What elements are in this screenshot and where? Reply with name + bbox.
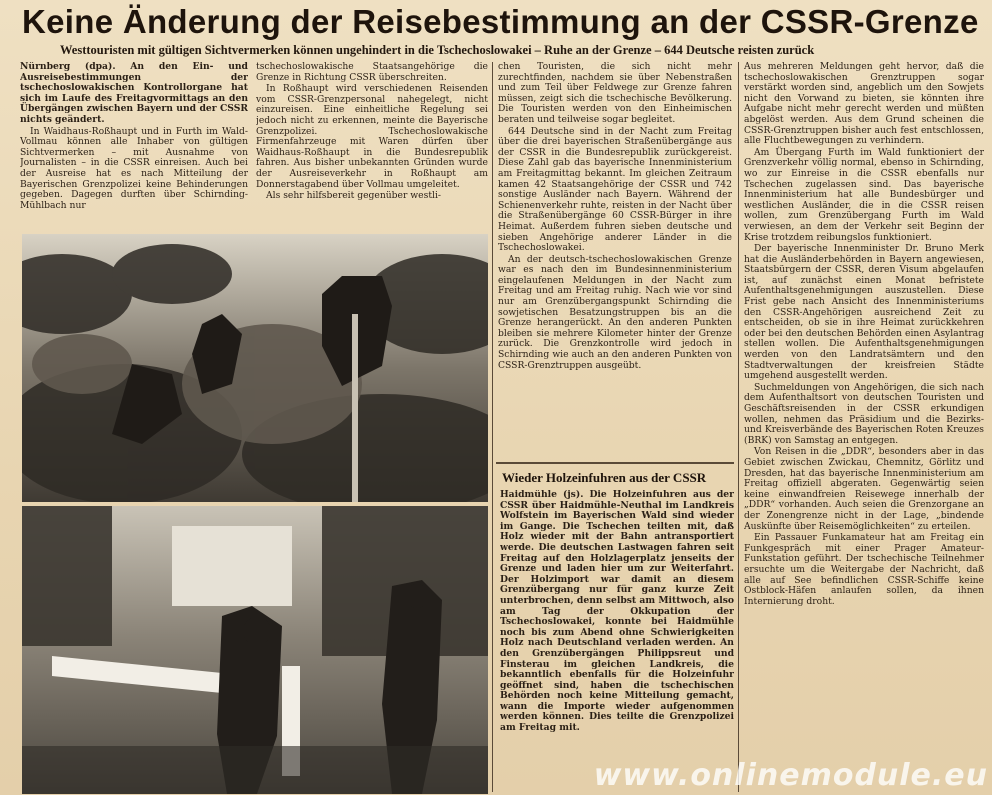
column-3-paragraph: chen Touristen, die sich nicht mehr zurechtfinden, nachdem sie über Nebenstraßen und zum Teil über Feldwege zur Grenze fahren müssen, zeigt sich die tschechische Bevölkerung. Die Touristen werden von den Einheimischen beraten und teilweise sogar begleitet. [498,62,732,125]
column-3-paragraph: An der deutsch-tschechoslowakischen Grenze war es nach den im Bundesinnenministerium eingelaufenen Meldungen in der Nacht zum Freitag und am Freitag ruhig. Nach wie vor sind nur am Grenzübergangspunkt Schirnding die sowjetischen Besatzungstruppen bis an die Grenze herangerückt. An den anderen Punkten bleiben sie mehrere Kilometer hinter der Grenze zurück. Die Grenzkontrolle wird jedoch in Schirnding wie auch an den anderen Punkten von CSSR-Grenztruppen ausgeübt. [498,253,732,371]
column-3-paragraph: 644 Deutsche sind in der Nacht zum Freitag über die drei bayerischen Straßenübergänge aus der CSSR in die Bundesrepublik zurückgereist. Diese Zahl gab das bayerische Innenministerium am Freitagmittag bekannt. Im gleichen Zeitraum kamen 42 Staatsangehörige der CSSR und 742 sonstige Ausländer nach Bayern. Während der Schienenverkehr ruhte, reisten in der Nacht über die Straßenübergänge 60 CSSR-Bürger in ihre Heimat. Außerdem fuhren sieben deutsche und sieben Angehörige anderer Länder in die Tschechoslowakei. [498,125,732,254]
photo-border-crossing-bushes [22,234,488,502]
column-4-paragraph: Der bayerische Innenminister Dr. Bruno Merk hat die Ausländerbehörden in Bayern angewiesen, Staatsbürgern der CSSR, deren Visum abgelaufen ist, auf zunächst einen Monat befristete Aufenthaltsgenehmigungen auszustellen. Diese Frist gebe nach Ansicht des Innenministeriums den CSSR-Angehörigen ausreichend Zeit zu entscheiden, ob sie in ihre Heimat zurückkehren oder bei den deutschen Behörden einen Asylantrag stellen wollen. Die Aufenthaltsgenehmigungen werden von den Landratsämtern und den Stadtverwaltungen der kreisfreien Städte umgehend ausgestellt werden. [744,243,984,382]
subheadline: Westtouristen mit gültigen Sichtvermerken können ungehindert in die Tschechoslowakei – Ruhe an der Grenze – 644 Deutsche reisten zurück [60,43,815,57]
column-4 [744,62,984,742]
column-2 [256,62,488,228]
column-1-paragraph: In Waidhaus-Roßhaupt und in Furth im Wald-Vollmau können alle Inhaber von gültigen Sichtvermerken – mit Ausnahme von Journalisten – in die CSSR einreisen. Auch bei der Ausreise hat es nach Mitteilung der Bayerischen Grenzpolizei keine Behinderungen gegeben. Dagegen durften über Schirnding-Mühlbach nur [20,125,248,211]
column-4-paragraph: Suchmeldungen von Angehörigen, die sich nach dem Aufenthaltsort von deutschen Touristen und Geschäftsreisenden in der CSSR erkundigen wollen, nehmen das Präsidium und die Bezirks- und Kreisverbände des Bayerischen Roten Kreuzes (BRK) von Samstag an entgegen. [744,381,984,446]
watermark: www.onlinemodule.eu [593,758,988,793]
box-paragraph: Haidmühle (js). Die Holzeinfuhren aus der CSSR über Haidmühle-Neuthal im Landkreis Wolfstein im Bayerischen Wald sind wieder im Gange. Die Tschechen teilten mit, daß Holz wieder mit der Bahn antransportiert werde. Die deutschen Lastwagen fahren seit Freitag auf den Holzlagerplatz jenseits der Grenze und laden hier um zur Weiterfahrt. Der Holzimport war damit an diesem Grenzübergang nur für ganz kurze Zeit unterbrochen, denn selbst am Mittwoch, also am Tag der Okkupation der Tschechoslowakei, konnte bei Haidmühle noch bis zum Abend ohne Schwierigkeiten Holz nach Deutschland verladen werden. An den Grenzübergängen Philippsreut und Finsterau im gleichen Landkreis, die bekanntlich ebenfalls für die Holzeinfuhr geöffnet sind, haben die tschechischen Behörden noch keine Mitteilung gemacht, wann die Importe wieder aufgenommen werden können. Dies teilte die Grenzpolizei am Freitag mit. [500,490,734,734]
box-top-rule [496,462,734,464]
column-divider [492,62,493,792]
column-divider [738,62,739,792]
dateline-paragraph: Nürnberg (dpa). An den Ein- und Ausreisebestimmungen der tschechoslowakischen Kontrollorgane hat sich im Laufe des Freitagvormittags an den Übergängen zwischen Bayern und der CSSR nichts geändert. [20,62,248,125]
column-2-paragraph: In Roßhaupt wird verschiedenen Reisenden vom CSSR-Grenzpersonal nahegelegt, nicht einzureisen. Eine einheitliche Regelung sei jedoch nicht zu erkennen, meinte die Bayerische Grenzpolizei. Tschechoslowakische Firmenfahrzeuge mit Waren dürfen über Waidhaus-Roßhaupt in die Bundesrepublik fahren. Aus bisher unbekannten Gründen wurde der Ausreiseverkehr in Roßhaupt am Donnerstagabend über Vollmau umgeleitet. [256,83,488,190]
box-text [500,490,734,740]
photo-border-barrier-guards [22,506,488,794]
box-headline: Wieder Holzeinfuhren aus der CSSR [502,470,707,485]
column-4-paragraph: Aus mehreren Meldungen geht hervor, daß die tschechoslowakischen Grenztruppen sogar verstärkt worden sind, angeblich um den Sowjets nicht den Vorwand zu bieten, sie könnten ihre Aufgabe nicht mehr gerecht werden und müßten abgelöst werden. Aus dem Grund scheinen die CSSR-Grenztruppen bisher auch fest entschlossen, alle Fluchtbewegungen zu verhindern. [744,62,984,147]
headline: Keine Änderung der Reisebestimmung an der CSSR-Grenze [22,3,979,40]
column-4-paragraph: Ein Passauer Funkamateur hat am Freitag ein Funkgespräch mit einer Prager Amateur-Funkstation geführt. Der tschechische Teilnehmer ersuchte um die Weitergabe der Nachricht, daß alle auf See befindlichen CSSR-Schiffe keine Ostblock-Häfen anlaufen sollen, da ihnen Internierung droht. [744,532,984,607]
column-4-paragraph: Am Übergang Furth im Wald funktioniert der Grenzverkehr völlig normal, ebenso in Schirnding, wo zur Einreise in die CSSR ebenfalls nur Tschechen zugelassen sind. Das bayerische Innenministerium hat alle Bundesbürger und westlichen Ausländer, die in die CSSR reisen wollen, zum Grenzübergang Furth im Wald verwiesen, an dem der Verkehr seit Beginn der Krise trotzdem reibungslos funktioniert. [744,146,984,243]
column-4-paragraph: Von Reisen in die „DDR“, besonders aber in das Gebiet zwischen Zwickau, Chemnitz, Görlitz und Dresden, hat das bayerische Innenministerium am Freitag offiziell abgeraten. Gegenwärtig seien keine einwandfreien Reisewege innerhalb der „DDR“ vorhanden. Auch seien die Grenzorgane an der Zonengrenze nicht in der Lage, „bindende Auskünfte über Reisemöglichkeiten“ zu erteilen. [744,446,984,532]
column-2-paragraph: tschechoslowakische Staatsangehörige die Grenze in Richtung CSSR überschreiten. [256,62,488,83]
column-2-paragraph: Als sehr hilfsbereit gegenüber westli- [266,190,441,202]
column-3 [498,62,732,452]
column-1 [20,62,248,228]
